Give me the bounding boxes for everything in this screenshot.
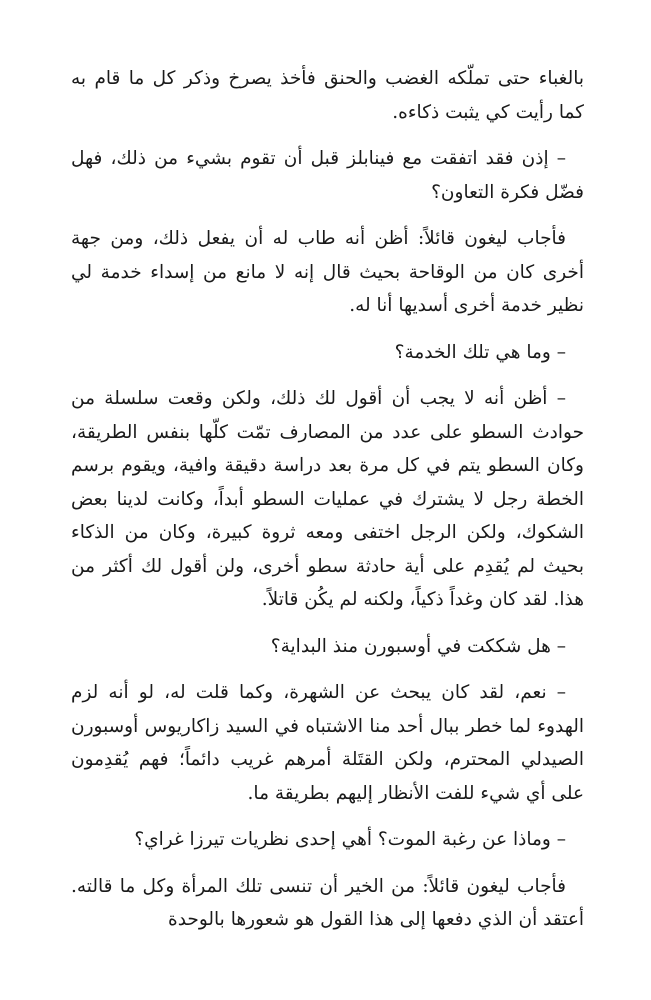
dialogue-paragraph: – نعم، لقد كان يبحث عن الشهرة، وكما قلت له، لو أنه لزم الهدوء لما خطر ببال أحد منا الاشتباه في السيد زاكاريوس أوسبورن الصيدلي المحترم، ولكن القتَلة أمرهم غريب دائماً؛ فهم يُقدِمون على أي شيء للفت الأنظار إليهم بطريقة ما.: [71, 682, 584, 804]
dialogue-paragraph: – وماذا عن رغبة الموت؟ أهي إحدى نظريات تيرزا غراي؟: [134, 829, 566, 850]
dialogue-paragraph: – هل شككت في أوسبورن منذ البداية؟: [270, 635, 566, 657]
narration-paragraph: فأجاب ليغون قائلاً: أظن أنه طاب له أن يفعل ذلك، ومن جهة أخرى كان من الوقاحة بحيث قال إنه لا مانع من إسداء خدمة لي نظير خدمة أخرى أسديها أنا له.: [71, 228, 584, 316]
dialogue-paragraph: – أظن أنه لا يجب أن أقول لك ذلك، ولكن وقعت سلسلة من حوادث السطو على عدد من المصارف تمّت كلّها بنفس الطريقة، وكان السطو يتم في كل مرة بعد دراسة دقيقة وافية، ويقوم برسم الخطة رجل لا يشترك في عمليات السطو أبداً، وكانت لدينا بعض الشكوك، ولكن الرجل اختفى ومعه ثروة كبيرة، وكان من الذكاء بحيث لم يُقدِم على أية حادثة سطو أخرى، ولن أقول لك أكثر من هذا. لقد كان وغداً ذكياً، ولكنه لم يكُن قاتلاً.: [71, 388, 584, 610]
book-page-text: [71, 62, 584, 950]
dialogue-paragraph: – وما هي تلك الخدمة؟: [394, 341, 566, 363]
dialogue-paragraph: – إذن فقد اتفقت مع فينابلز قبل أن تقوم بشيء من ذلك، فهل فضّل فكرة التعاون؟: [71, 148, 584, 203]
narration-paragraph: فأجاب ليغون قائلاً: من الخير أن تنسى تلك المرأة وكل ما قالته. أعتقد أن الذي دفعها إلى هذا القول هو شعورها بالوحدة: [71, 875, 584, 930]
paragraph-continuation: بالغباء حتى تملّكه الغضب والحنق فأخذ يصرخ وذكر كل ما قام به كما رأيت كي يثبت ذكاءه.: [71, 68, 584, 123]
